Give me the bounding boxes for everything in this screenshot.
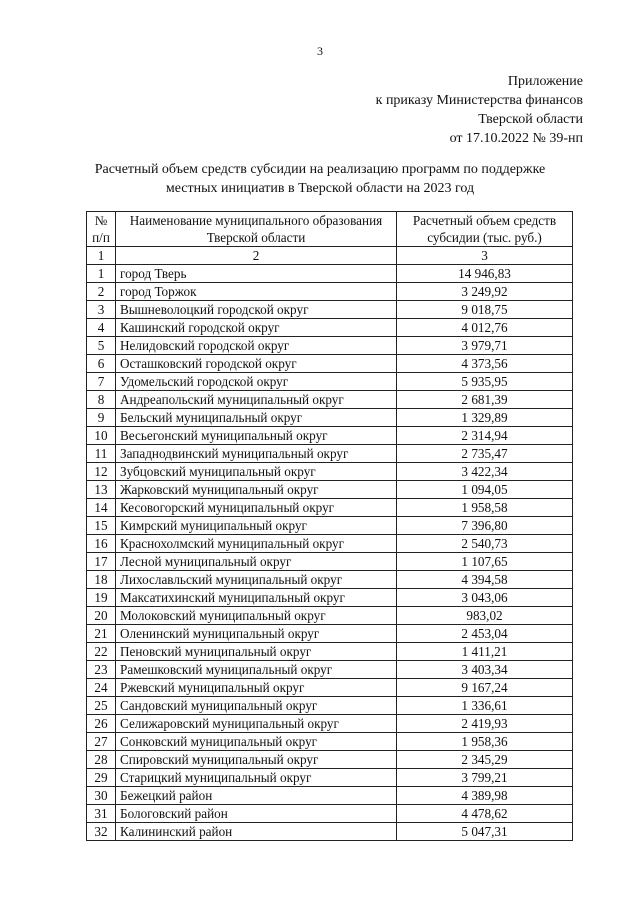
row-number: 13: [87, 481, 116, 499]
appendix-block: [376, 72, 583, 148]
subsidy-amount: 3 249,92: [397, 283, 573, 301]
subsidy-amount: 1 107,65: [397, 553, 573, 571]
appendix-line: от 17.10.2022 № 39-нп: [449, 131, 583, 146]
appendix-line: Тверской области: [478, 112, 583, 127]
subsidy-amount: 2 453,04: [397, 625, 573, 643]
page-number: 3: [317, 44, 323, 58]
table-row: [87, 553, 573, 571]
subsidy-amount: 2 681,39: [397, 391, 573, 409]
table-row: [87, 751, 573, 769]
subsidy-amount: 1 411,21: [397, 643, 573, 661]
municipality-name: Бежецкий район: [116, 787, 397, 805]
municipality-name: Молоковский муниципальный округ: [116, 607, 397, 625]
appendix-line: к приказу Министерства финансов: [375, 93, 583, 108]
subsidy-table: [86, 211, 573, 841]
column-number: 3: [397, 247, 573, 265]
municipality-name: Сонковский муниципальный округ: [116, 733, 397, 751]
header-municipality: Наименование муниципального образования Тверской области: [116, 212, 397, 247]
row-number: 12: [87, 463, 116, 481]
row-number: 24: [87, 679, 116, 697]
table-row: [87, 427, 573, 445]
municipality-name: Нелидовский городской округ: [116, 337, 397, 355]
document-title: [60, 160, 580, 198]
municipality-name: Калининский район: [116, 823, 397, 841]
municipality-name: Бологовский район: [116, 805, 397, 823]
table-header-row: [87, 212, 573, 247]
row-number: 16: [87, 535, 116, 553]
row-number: 27: [87, 733, 116, 751]
municipality-name: Кесовогорский муниципальный округ: [116, 499, 397, 517]
municipality-name: Жарковский муниципальный округ: [116, 481, 397, 499]
table-row: [87, 733, 573, 751]
municipality-name: Рамешковский муниципальный округ: [116, 661, 397, 679]
municipality-name: город Тверь: [116, 265, 397, 283]
subsidy-amount: 3 799,21: [397, 769, 573, 787]
subsidy-amount: 1 958,36: [397, 733, 573, 751]
row-number: 2: [87, 283, 116, 301]
subsidy-amount: 3 979,71: [397, 337, 573, 355]
municipality-name: Селижаровский муниципальный округ: [116, 715, 397, 733]
row-number: 14: [87, 499, 116, 517]
row-number: 9: [87, 409, 116, 427]
row-number: 15: [87, 517, 116, 535]
row-number: 10: [87, 427, 116, 445]
municipality-name: Западнодвинский муниципальный округ: [116, 445, 397, 463]
column-number: 2: [116, 247, 397, 265]
row-number: 20: [87, 607, 116, 625]
subsidy-amount: 4 373,56: [397, 355, 573, 373]
table-row: [87, 697, 573, 715]
row-number: 30: [87, 787, 116, 805]
table-row: [87, 373, 573, 391]
municipality-name: Бельский муниципальный округ: [116, 409, 397, 427]
table-row: [87, 607, 573, 625]
row-number: 1: [87, 265, 116, 283]
subsidy-amount: 14 946,83: [397, 265, 573, 283]
row-number: 3: [87, 301, 116, 319]
table-row: [87, 805, 573, 823]
municipality-name: Сандовский муниципальный округ: [116, 697, 397, 715]
subsidy-amount: 1 336,61: [397, 697, 573, 715]
subsidy-amount: 2 345,29: [397, 751, 573, 769]
table-row: [87, 517, 573, 535]
table-row: [87, 679, 573, 697]
municipality-name: Удомельский городской округ: [116, 373, 397, 391]
subsidy-amount: 4 394,58: [397, 571, 573, 589]
table-row: [87, 787, 573, 805]
row-number: 28: [87, 751, 116, 769]
subsidy-amount: 983,02: [397, 607, 573, 625]
table-row: [87, 571, 573, 589]
subsidy-amount: 5 935,95: [397, 373, 573, 391]
table-body: [87, 265, 573, 841]
subsidy-amount: 5 047,31: [397, 823, 573, 841]
table-row: [87, 769, 573, 787]
row-number: 4: [87, 319, 116, 337]
table-row: [87, 589, 573, 607]
subsidy-amount: 3 043,06: [397, 589, 573, 607]
row-number: 23: [87, 661, 116, 679]
row-number: 21: [87, 625, 116, 643]
header-amount: Расчетный объем средств субсидии (тыс. руб.): [397, 212, 573, 247]
title-line: Расчетный объем средств субсидии на реализацию программ по поддержке: [94, 162, 546, 177]
table-row: [87, 481, 573, 499]
municipality-name: Максатихинский муниципальный округ: [116, 589, 397, 607]
subsidy-amount: 1 958,58: [397, 499, 573, 517]
row-number: 8: [87, 391, 116, 409]
row-number: 6: [87, 355, 116, 373]
table-row: [87, 409, 573, 427]
subsidy-amount: 4 012,76: [397, 319, 573, 337]
municipality-name: Старицкий муниципальный округ: [116, 769, 397, 787]
title-line: местных инициатив в Тверской области на 2023 год: [165, 181, 475, 196]
subsidy-amount: 9 167,24: [397, 679, 573, 697]
table-row: [87, 715, 573, 733]
municipality-name: Весьегонский муниципальный округ: [116, 427, 397, 445]
table-row: [87, 625, 573, 643]
subsidy-amount: 7 396,80: [397, 517, 573, 535]
row-number: 17: [87, 553, 116, 571]
municipality-name: Кимрский муниципальный округ: [116, 517, 397, 535]
row-number: 29: [87, 769, 116, 787]
table-row: [87, 643, 573, 661]
subsidy-amount: 3 403,34: [397, 661, 573, 679]
column-number: 1: [87, 247, 116, 265]
municipality-name: Зубцовский муниципальный округ: [116, 463, 397, 481]
municipality-name: Вышневолоцкий городской округ: [116, 301, 397, 319]
row-number: 5: [87, 337, 116, 355]
municipality-name: Ржевский муниципальный округ: [116, 679, 397, 697]
table-row: [87, 391, 573, 409]
subsidy-amount: 1 094,05: [397, 481, 573, 499]
row-number: 32: [87, 823, 116, 841]
column-numbers-row: [87, 247, 573, 265]
table-row: [87, 301, 573, 319]
subsidy-amount: 9 018,75: [397, 301, 573, 319]
municipality-name: Осташковский городской округ: [116, 355, 397, 373]
subsidy-amount: 2 540,73: [397, 535, 573, 553]
row-number: 18: [87, 571, 116, 589]
subsidy-amount: 2 419,93: [397, 715, 573, 733]
row-number: 22: [87, 643, 116, 661]
header-number: № п/п: [87, 212, 116, 247]
table-row: [87, 445, 573, 463]
subsidy-amount: 2 314,94: [397, 427, 573, 445]
row-number: 25: [87, 697, 116, 715]
municipality-name: Оленинский муниципальный округ: [116, 625, 397, 643]
municipality-name: Кашинский городской округ: [116, 319, 397, 337]
municipality-name: Андреапольский муниципальный округ: [116, 391, 397, 409]
table-row: [87, 319, 573, 337]
table-row: [87, 337, 573, 355]
row-number: 19: [87, 589, 116, 607]
table-row: [87, 355, 573, 373]
table-row: [87, 283, 573, 301]
row-number: 26: [87, 715, 116, 733]
municipality-name: Лихославльский муниципальный округ: [116, 571, 397, 589]
municipality-name: Краснохолмский муниципальный округ: [116, 535, 397, 553]
subsidy-amount: 1 329,89: [397, 409, 573, 427]
appendix-line: Приложение: [507, 74, 583, 89]
row-number: 31: [87, 805, 116, 823]
municipality-name: Спировский муниципальный округ: [116, 751, 397, 769]
table-row: [87, 463, 573, 481]
row-number: 7: [87, 373, 116, 391]
municipality-name: Пеновский муниципальный округ: [116, 643, 397, 661]
subsidy-amount: 4 478,62: [397, 805, 573, 823]
table-row: [87, 823, 573, 841]
table-row: [87, 499, 573, 517]
municipality-name: город Торжок: [116, 283, 397, 301]
subsidy-amount: 3 422,34: [397, 463, 573, 481]
table-row: [87, 661, 573, 679]
subsidy-amount: 2 735,47: [397, 445, 573, 463]
table-row: [87, 535, 573, 553]
municipality-name: Лесной муниципальный округ: [116, 553, 397, 571]
table-row: [87, 265, 573, 283]
row-number: 11: [87, 445, 116, 463]
subsidy-amount: 4 389,98: [397, 787, 573, 805]
